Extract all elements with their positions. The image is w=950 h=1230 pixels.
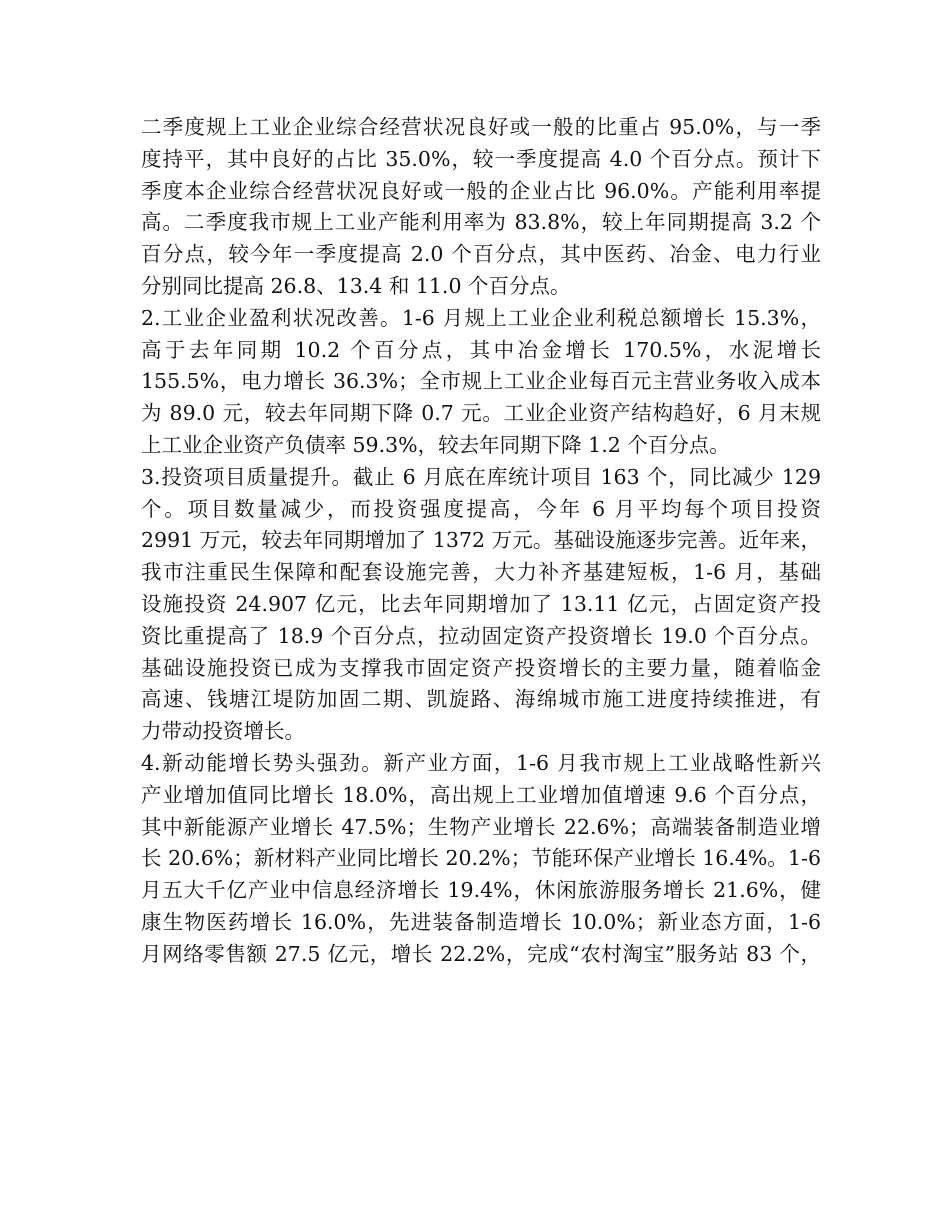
text-line: 高。二季度我市规上工业产能利用率为 83.8%，较上年同期提高 3.2 个 [141, 210, 821, 235]
text-line: 高于去年同期 10.2 个百分点，其中冶金增长 170.5%，水泥增长 [141, 337, 821, 362]
text-line: 资比重提高了 18.9 个百分点，拉动固定资产投资增长 19.0 个百分点。 [141, 623, 821, 648]
text-line: 月五大千亿产业中信息经济增长 19.4%，休闲旅游服务增长 21.6%，健 [141, 878, 821, 903]
text-line: 2991 万元，较去年同期增加了 1372 万元。基础设施逐步完善。近年来， [141, 528, 821, 553]
text-line: 百分点，较今年一季度提高 2.0 个百分点，其中医药、冶金、电力行业 [141, 242, 821, 267]
text-line: 155.5%，电力增长 36.3%；全市规上工业企业每百元主营业务收入成本 [141, 369, 821, 394]
section-heading-line: 4.新动能增长势头强劲。新产业方面，1-6 月我市规上工业战略性新兴 [141, 750, 821, 775]
text-line: 度持平，其中良好的占比 35.0%，较一季度提高 4.0 个百分点。预计下 [141, 146, 821, 171]
section-heading-line: 3.投资项目质量提升。截止 6 月底在库统计项目 163 个，同比减少 129 [141, 464, 821, 489]
text-line: 季度本企业综合经营状况良好或一般的企业占比 96.0%。产能利用率提 [141, 178, 821, 203]
text-line: 康生物医药增长 16.0%，先进装备制造增长 10.0%；新业态方面，1-6 [141, 909, 821, 934]
text-line: 为 89.0 元，较去年同期下降 0.7 元。工业企业资产结构趋好，6 月末规 [141, 401, 821, 426]
text-line: 个。项目数量减少，而投资强度提高，今年 6 月平均每个项目投资 [141, 496, 821, 521]
text-line: 产业增加值同比增长 18.0%，高出规上工业增加值增速 9.6 个百分点， [141, 782, 821, 807]
document-body [141, 112, 821, 971]
text-line: 我市注重民生保障和配套设施完善，大力补齐基建短板，1-6 月，基础 [141, 560, 821, 585]
text-line: 设施投资 24.907 亿元，比去年同期增加了 13.11 亿元，占固定资产投 [141, 591, 821, 616]
section-heading-line: 2.工业企业盈利状况改善。1-6 月规上工业企业利税总额增长 15.3%， [141, 305, 821, 330]
text-line: 力带动投资增长。 [141, 719, 305, 744]
text-line: 分别同比提高 26.8、13.4 和 11.0 个百分点。 [141, 273, 571, 298]
text-line: 月网络零售额 27.5 亿元，增长 22.2%，完成“农村淘宝”服务站 83 个， [141, 941, 821, 966]
text-line: 其中新能源产业增长 47.5%；生物产业增长 22.6%；高端装备制造业增 [141, 814, 821, 839]
text-line: 基础设施投资已成为支撑我市固定资产投资增长的主要力量，随着临金 [141, 655, 821, 680]
text-line: 上工业企业资产负债率 59.3%，较去年同期下降 1.2 个百分点。 [141, 432, 730, 457]
text-line: 二季度规上工业企业综合经营状况良好或一般的比重占 95.0%，与一季 [141, 115, 821, 139]
text-line: 高速、钱塘江堤防加固二期、凯旋路、海绵城市施工进度持续推进，有 [141, 687, 821, 712]
text-line: 长 20.6%；新材料产业同比增长 20.2%；节能环保产业增长 16.4%。1-6 [141, 846, 821, 871]
